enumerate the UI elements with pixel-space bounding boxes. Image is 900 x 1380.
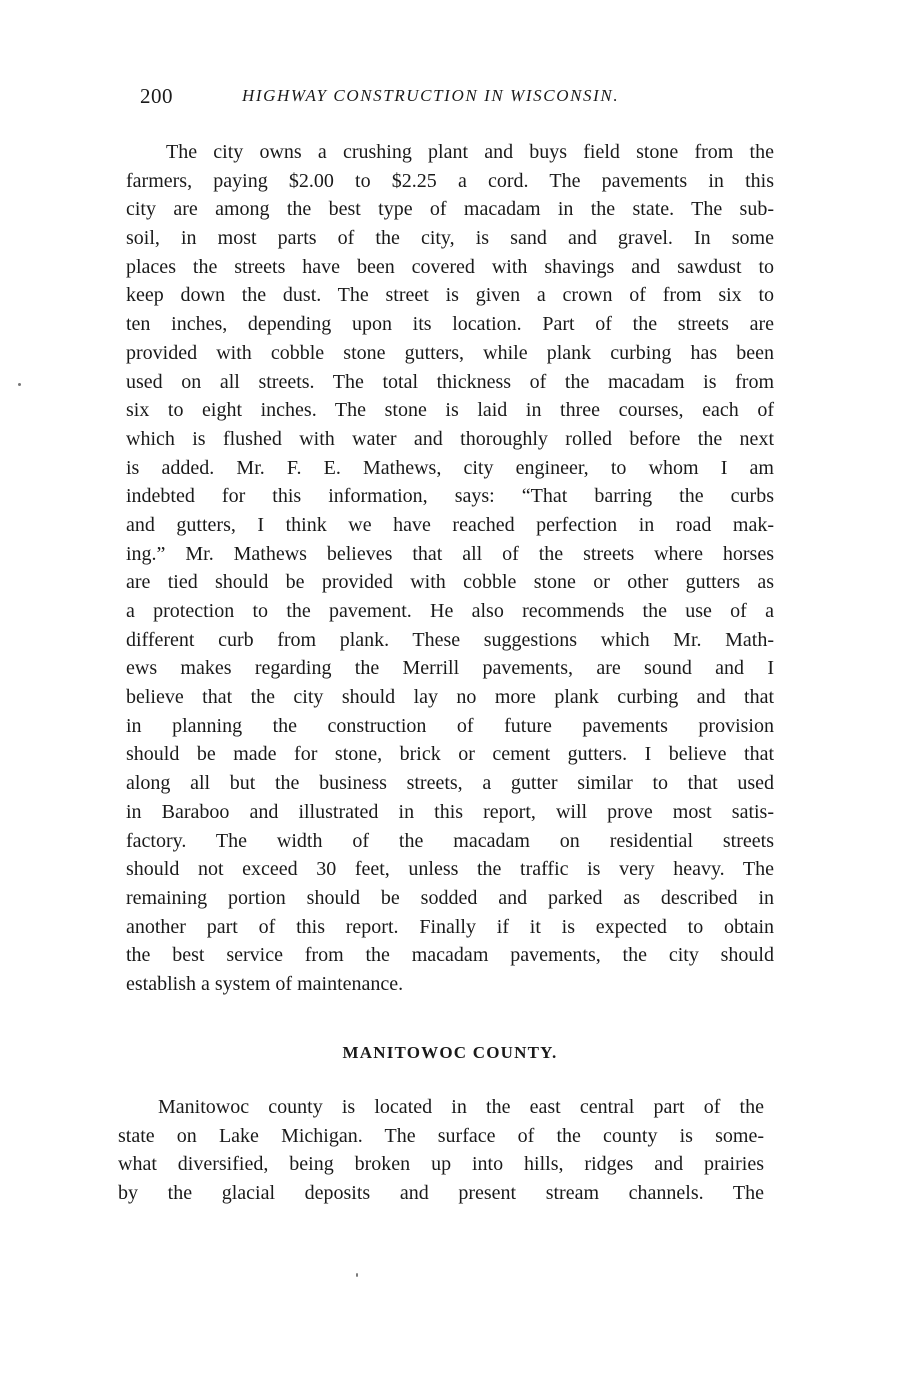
text-line: Manitowoc county is located in the east central part of the bbox=[158, 1096, 764, 1118]
text-line: farmers, paying $2.00 to $2.25 a cord. The pavements in this bbox=[126, 169, 774, 192]
text-line: The city owns a crushing plant and buys field stone from the bbox=[166, 141, 774, 163]
paragraph-manitowoc-county bbox=[118, 1093, 764, 1208]
text-line: different curb from plank. These suggestions which Mr. Math- bbox=[126, 628, 774, 651]
text-line: state on Lake Michigan. The surface of the county is some- bbox=[118, 1124, 764, 1147]
page-number: 200 bbox=[140, 84, 173, 108]
text-line: provided with cobble stone gutters, while plank curbing has been bbox=[126, 341, 774, 364]
text-line: establish a system of maintenance. bbox=[126, 972, 404, 995]
text-line: what diversified, being broken up into hills, ridges and prairies bbox=[118, 1153, 764, 1176]
text-line: should not exceed 30 feet, unless the traffic is very heavy. The bbox=[126, 858, 774, 881]
text-line: ing.” Mr. Mathews believes that all of the streets where horses bbox=[126, 542, 774, 565]
text-line: places the streets have been covered with shavings and sawdust to bbox=[126, 255, 774, 278]
text-line: keep down the dust. The street is given a crown of from six to bbox=[126, 284, 774, 307]
text-line: by the glacial deposits and present stream channels. The bbox=[118, 1182, 764, 1205]
scan-speck bbox=[356, 1273, 358, 1277]
scan-speck bbox=[18, 383, 21, 386]
text-line: and gutters, I think we have reached perfection in road mak- bbox=[126, 513, 774, 536]
text-line: in planning the construction of future pavements provision bbox=[126, 714, 774, 737]
paragraph-merrill-pavements bbox=[126, 138, 774, 999]
running-title: HIGHWAY CONSTRUCTION IN WISCONSIN. bbox=[242, 86, 620, 105]
text-line: indebted for this information, says: “That barring the curbs bbox=[126, 485, 774, 508]
text-line: in Baraboo and illustrated in this report, will prove most satis- bbox=[126, 800, 774, 823]
text-line: used on all streets. The total thickness of the macadam is from bbox=[126, 370, 774, 393]
text-line: factory. The width of the macadam on residential streets bbox=[126, 829, 774, 852]
text-line: soil, in most parts of the city, is sand and gravel. In some bbox=[126, 227, 774, 250]
text-line: is added. Mr. F. E. Mathews, city engineer, to whom I am bbox=[126, 456, 774, 479]
text-line: ten inches, depending upon its location. Part of the streets are bbox=[126, 313, 774, 336]
running-header bbox=[140, 84, 780, 114]
text-line: should be made for stone, brick or cement gutters. I believe that bbox=[126, 743, 774, 766]
text-line: a protection to the pavement. He also recommends the use of a bbox=[126, 600, 774, 622]
text-line: remaining portion should be sodded and parked as described in bbox=[126, 886, 774, 909]
text-line: believe that the city should lay no more plank curbing and that bbox=[126, 686, 774, 709]
text-line: along all but the business streets, a gutter similar to that used bbox=[126, 772, 774, 795]
text-line: six to eight inches. The stone is laid in three courses, each of bbox=[126, 399, 774, 422]
text-line: which is flushed with water and thoroughly rolled before the next bbox=[126, 427, 774, 450]
text-line: city are among the best type of macadam in the state. The sub- bbox=[126, 198, 774, 221]
text-line: are tied should be provided with cobble stone or other gutters as bbox=[126, 571, 774, 594]
text-line: ews makes regarding the Merrill pavements, are sound and I bbox=[126, 657, 774, 680]
text-line: the best service from the macadam pavements, the city should bbox=[126, 944, 774, 967]
section-heading: MANITOWOC COUNTY. bbox=[342, 1043, 558, 1062]
text-line: another part of this report. Finally if it is expected to obtain bbox=[126, 915, 774, 938]
